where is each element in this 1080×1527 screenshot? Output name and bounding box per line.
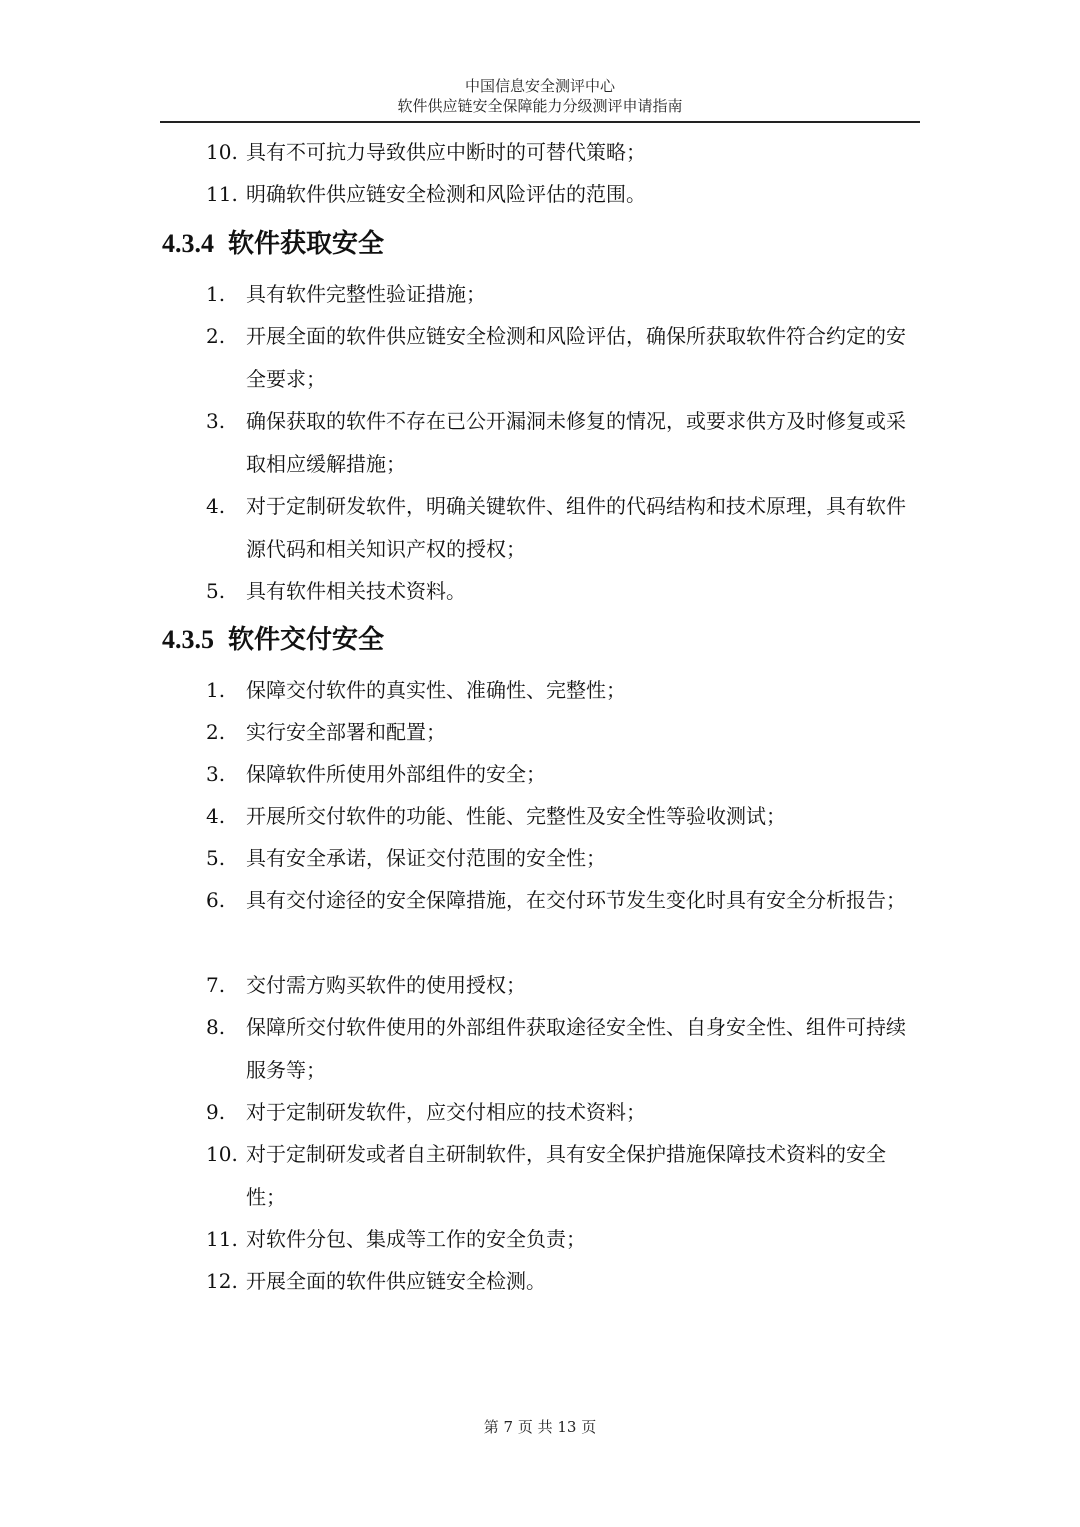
list-item	[206, 837, 918, 880]
list-item	[206, 1006, 918, 1092]
list-item	[206, 879, 918, 922]
item-number: 10.	[206, 1142, 238, 1166]
item-number: 4.	[206, 494, 226, 518]
list-item	[206, 570, 918, 613]
list-item	[206, 131, 918, 174]
item-number: 8.	[206, 1015, 226, 1039]
list-item	[206, 173, 918, 216]
item-number: 10.	[206, 140, 238, 164]
section-title: 软件交付安全	[228, 625, 385, 655]
item-text: 保障所交付软件使用的外部组件获取途径安全性、自身安全性、组件可持续服务等；	[246, 1015, 906, 1082]
list-item	[206, 795, 918, 838]
section-number: 4.3.5	[162, 625, 214, 654]
item-text: 确保获取的软件不存在已公开漏洞未修复的情况，或要求供方及时修复或采取相应缓解措施；	[246, 409, 906, 476]
item-text: 具有安全承诺，保证交付范围的安全性；	[246, 846, 606, 870]
list-item	[206, 753, 918, 796]
item-number: 5.	[206, 579, 226, 603]
list-item	[206, 485, 918, 571]
item-number: 2.	[206, 720, 226, 744]
item-text: 交付需方购买软件的使用授权；	[246, 973, 526, 997]
list-item	[206, 1218, 918, 1261]
list-item	[206, 1260, 918, 1303]
item-number: 1.	[206, 678, 226, 702]
item-number: 4.	[206, 804, 226, 828]
item-text: 开展所交付软件的功能、性能、完整性及安全性等验收测试；	[246, 804, 786, 828]
item-text: 具有软件完整性验证措施；	[246, 282, 486, 306]
item-number: 7.	[206, 973, 226, 997]
section-heading-434	[162, 226, 384, 262]
item-text: 开展全面的软件供应链安全检测和风险评估，确保所获取软件符合约定的安全要求；	[246, 324, 906, 391]
item-text: 保障交付软件的真实性、准确性、完整性；	[246, 678, 626, 702]
section-number: 4.3.4	[162, 229, 214, 258]
item-number: 1.	[206, 282, 226, 306]
item-number: 3.	[206, 762, 226, 786]
list-item	[206, 315, 918, 401]
list-item	[206, 1133, 918, 1219]
item-text: 对于定制研发软件，明确关键软件、组件的代码结构和技术原理，具有软件源代码和相关知识产权的授权；	[246, 494, 906, 561]
item-text: 开展全面的软件供应链安全检测。	[246, 1269, 546, 1293]
item-text: 具有交付途径的安全保障措施，在交付环节发生变化时具有安全分析报告；	[246, 888, 906, 912]
item-text: 对软件分包、集成等工作的安全负责；	[246, 1227, 586, 1251]
section-heading-435	[162, 622, 384, 658]
list-item	[206, 964, 918, 1007]
header-rule	[160, 121, 920, 123]
header-org: 中国信息安全测评中心	[464, 77, 615, 95]
list-item	[206, 273, 918, 316]
header-doc-title: 软件供应链安全保障能力分级测评申请指南	[397, 97, 683, 115]
item-number: 11.	[206, 1227, 238, 1251]
list-item	[206, 669, 918, 712]
item-number: 11.	[206, 182, 238, 206]
section-title: 软件获取安全	[228, 229, 385, 259]
page-header	[160, 76, 920, 116]
item-number: 5.	[206, 846, 226, 870]
item-text: 具有软件相关技术资料。	[246, 579, 466, 603]
item-number: 9.	[206, 1100, 226, 1124]
item-number: 2.	[206, 324, 226, 348]
list-item	[206, 400, 918, 486]
item-number: 3.	[206, 409, 226, 433]
item-text: 对于定制研发或者自主研制软件，具有安全保护措施保障技术资料的安全性；	[246, 1142, 886, 1209]
item-text: 明确软件供应链安全检测和风险评估的范围。	[246, 182, 646, 206]
list-item	[206, 1091, 918, 1134]
item-text: 保障软件所使用外部组件的安全；	[246, 762, 546, 786]
item-number: 6.	[206, 888, 226, 912]
list-item	[206, 711, 918, 754]
item-number: 12.	[206, 1269, 238, 1293]
item-text: 对于定制研发软件，应交付相应的技术资料；	[246, 1100, 646, 1124]
page-footer: 第 7 页 共 13 页	[483, 1418, 597, 1436]
item-text: 实行安全部署和配置；	[246, 720, 446, 744]
item-text: 具有不可抗力导致供应中断时的可替代策略；	[246, 140, 646, 164]
